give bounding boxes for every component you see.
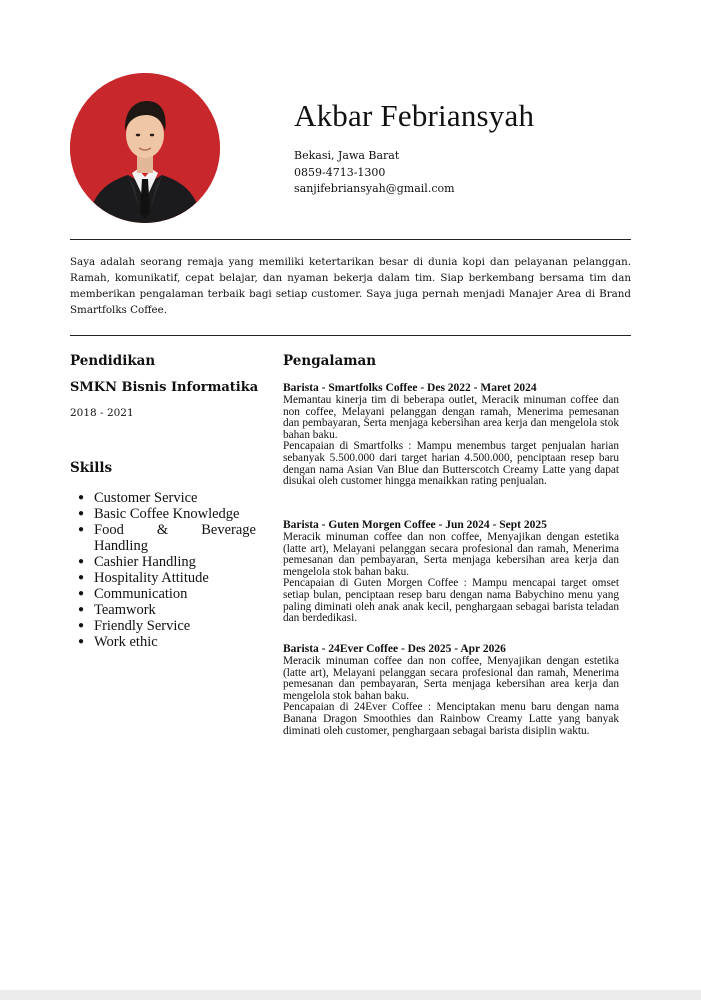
education-heading: Pendidikan <box>70 353 156 369</box>
job-title: Barista - Guten Morgen Coffee - Jun 2024 - Sept 2025 <box>283 519 547 531</box>
job-description: Memantau kinerja tim di beberapa outlet, Meracik minuman coffee dan non coffee, Melayani pelanggan dengan ramah, Menerima pemesanan dan pembayaran, Serta menjaga kebersihan area kerja dan mengelola stok bahan baku. <box>283 394 619 441</box>
job-description: Meracik minuman coffee dan non coffee, Menyajikan dengan estetika (latte art), Melayani pelanggan secara profesional dan ramah, Menerima pemesanan dan pembayaran, Serta menjaga kebersihan area kerja dan mengelola stok bahan baku. <box>283 655 619 702</box>
skill-item: ● Cashier Handling <box>78 554 256 570</box>
email-text: sanjifebriansyah@gmail.com <box>294 182 455 195</box>
divider-top <box>70 239 631 240</box>
experience-entry <box>283 519 619 625</box>
candidate-name: Akbar Febriansyah <box>294 98 535 133</box>
job-title: Barista - 24Ever Coffee - Des 2025 - Apr 2026 <box>283 643 506 655</box>
divider-bottom <box>70 335 631 336</box>
skill-item: ● Communication <box>78 586 256 602</box>
skills-heading: Skills <box>70 460 113 476</box>
experience-entry <box>283 382 619 488</box>
phone-text: 0859-4713-1300 <box>294 165 386 179</box>
job-description: Meracik minuman coffee dan non coffee, Menyajikan dengan estetika (latte art), Melayani pelanggan secara profesional dan ramah, Menerima pemesanan dan pembayaran, Serta menjaga kebersihan area kerja dan mengelola stok bahan baku. <box>283 531 619 578</box>
skill-item: ● Customer Service <box>78 490 256 506</box>
skill-item: ● Food & Beverage Handling <box>78 522 256 554</box>
contact-info <box>294 148 455 198</box>
school-name: SMKN Bisnis Informatika <box>70 380 259 395</box>
experience-entry <box>283 643 619 737</box>
skill-item: ● Basic Coffee Knowledge <box>78 506 256 522</box>
skill-line: ● Food & Beverage <box>94 522 256 538</box>
profile-summary: Saya adalah seorang remaja yang memiliki ketertarikan besar di dunia kopi dan pelayanan pelanggan. Ramah, komunikatif, cepat belajar, dan nyaman bekerja dalam tim. Siap berkembang bersama tim dan memberikan pengalaman terbaik bagi setiap customer. Saya juga pernah menjadi Manajer Area di Brand Smartfolks Coffee. <box>70 256 631 316</box>
profile-photo <box>70 73 220 223</box>
job-title: Barista - Smartfolks Coffee - Des 2022 - Maret 2024 <box>283 382 537 394</box>
experience-heading: Pengalaman <box>283 353 377 369</box>
education-years: 2018 - 2021 <box>70 407 134 419</box>
person-portrait-icon <box>70 73 220 223</box>
job-achievement: Pencapaian di Smartfolks : Mampu menembus target penjualan harian sebanyak 5.500.000 dari target harian 4.500.000, penciptaan resep baru dengan nama Asian Van Blue dan Butterscotch Creamy Latte yang dapat disukai oleh customer hingga menaikkan rating penjualan. <box>283 440 619 488</box>
skill-item: ● Work ethic <box>78 634 256 650</box>
job-achievement: Pencapaian di Guten Morgen Coffee : Mampu mencapai target omset setiap bulan, penciptaan resep baru dengan nama Babychino menu yang paling diminati oleh anak anak kecil, penghargaan sebagai barista teladan dan berdedikasi. <box>283 577 619 625</box>
location-text: Bekasi, Jawa Barat <box>294 149 400 162</box>
job-achievement: Pencapaian di 24Ever Coffee : Menciptakan menu baru dengan nama Banana Dragon Smoothies dan Rainbow Creamy Latte yang banyak diminati oleh customer, penghargaan sebagai barista disiplin waktu. <box>283 701 619 737</box>
skill-item: ● Friendly Service <box>78 618 256 634</box>
skill-item: ● Teamwork <box>78 602 256 618</box>
page-bottom-margin <box>0 990 701 1000</box>
skills-list <box>78 490 256 650</box>
skill-item: ● Hospitality Attitude <box>78 570 256 586</box>
